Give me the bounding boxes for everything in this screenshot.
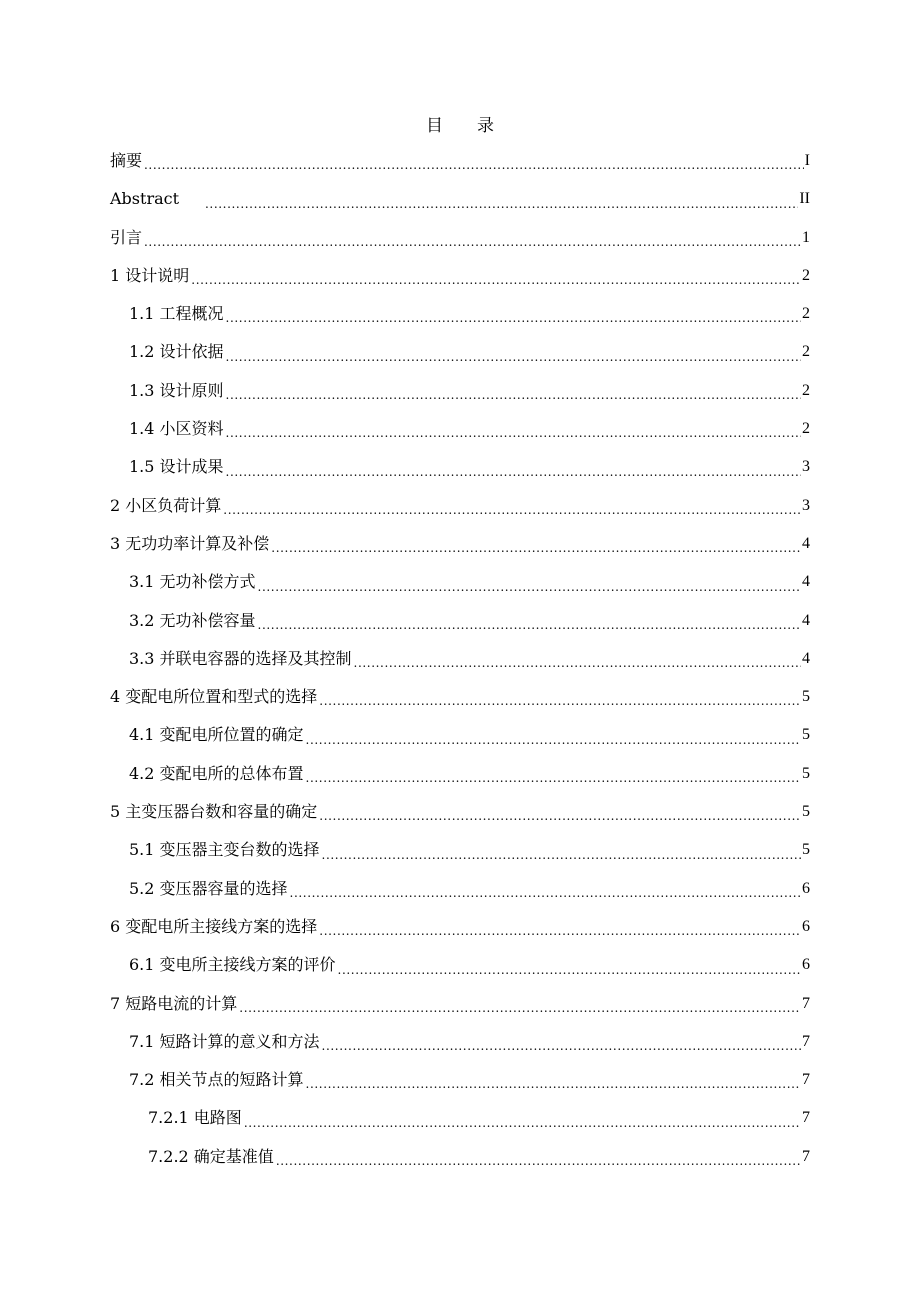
toc-entry[interactable]	[110, 640, 810, 678]
toc-entry-label: 7.2.2 确定基准值	[148, 1146, 274, 1166]
toc-entry-label: 1.5 设计成果	[129, 457, 224, 477]
toc-entry[interactable]	[110, 525, 810, 563]
toc-entry[interactable]	[110, 870, 810, 908]
toc-entry-page-number: I	[804, 152, 810, 169]
toc-entry[interactable]	[110, 1061, 810, 1099]
toc-leader-dots	[226, 342, 801, 372]
toc-entry-page-number: 1	[802, 228, 810, 246]
toc-entry-label: 3 无功功率计算及补偿	[110, 533, 270, 553]
toc-entry[interactable]	[110, 1023, 810, 1061]
toc-entry-page-number: 2	[802, 420, 810, 438]
toc-leader-dots	[239, 993, 801, 1023]
toc-leader-dots	[290, 878, 801, 908]
toc-leader-dots	[226, 380, 801, 410]
toc-leader-dots	[191, 265, 801, 295]
toc-entry-label: 7 短路电流的计算	[110, 993, 238, 1013]
toc-entry-label: 4.1 变配电所位置的确定	[129, 725, 304, 745]
toc-entry-label: 4.2 变配电所的总体布置	[129, 763, 304, 783]
toc-entry-page-number: 7	[802, 1032, 810, 1050]
toc-entry-page-number: 7	[802, 1147, 810, 1165]
toc-entry-label: 1.1 工程概况	[129, 304, 224, 324]
toc-entry[interactable]	[110, 487, 810, 525]
toc-entry-page-number: 7	[802, 1109, 810, 1127]
toc-entry[interactable]	[110, 716, 810, 754]
toc-entry-page-number: 5	[802, 688, 810, 706]
toc-entry-label: 7.2 相关节点的短路计算	[129, 1070, 304, 1090]
toc-leader-dots	[226, 457, 801, 487]
toc-leader-dots	[258, 610, 801, 640]
toc-leader-dots	[258, 572, 801, 602]
toc-entry[interactable]	[110, 563, 810, 601]
toc-entry-label: 7.1 短路计算的意义和方法	[129, 1031, 320, 1051]
toc-entry-label: 4 变配电所位置和型式的选择	[110, 687, 318, 707]
toc-leader-dots	[226, 418, 801, 448]
toc-entry-page-number: 3	[802, 458, 810, 476]
toc-entry[interactable]	[110, 1099, 810, 1137]
toc-leader-dots	[319, 801, 801, 831]
toc-entry[interactable]	[110, 793, 810, 831]
toc-entry[interactable]	[110, 602, 810, 640]
toc-entry-label: 1.4 小区资料	[129, 419, 224, 439]
toc-leader-dots	[319, 686, 801, 716]
toc-leader-dots	[205, 189, 798, 219]
toc-entry-page-number: 4	[802, 649, 810, 667]
toc-entry-label: 3.2 无功补偿容量	[129, 610, 256, 630]
toc-entry[interactable]	[110, 142, 810, 180]
toc-entry[interactable]	[110, 755, 810, 793]
toc-entry[interactable]	[110, 831, 810, 869]
toc-entry-page-number: 6	[802, 917, 810, 935]
toc-entry[interactable]	[110, 333, 810, 371]
toc-entry-page-number: 3	[802, 496, 810, 514]
toc-entry-page-number: 5	[802, 803, 810, 821]
toc-leader-dots	[226, 303, 801, 333]
toc-entry-label: 6.1 变电所主接线方案的评价	[129, 955, 336, 975]
toc-leader-dots	[322, 840, 801, 870]
toc-entry-page-number: 6	[802, 879, 810, 897]
toc-entry-label: 5 主变压器台数和容量的确定	[110, 802, 318, 822]
toc-entry-label: 2 小区负荷计算	[110, 495, 222, 515]
toc-leader-dots	[223, 495, 801, 525]
toc-leader-dots	[354, 648, 801, 678]
toc-entry-label: 1.3 设计原则	[129, 380, 224, 400]
toc-leader-dots	[322, 1031, 801, 1061]
toc-entry-page-number: 4	[802, 534, 810, 552]
toc-title-part-1: 目	[426, 116, 443, 136]
toc-entry-page-number: 5	[802, 841, 810, 859]
toc-entry-page-number: 7	[802, 1071, 810, 1089]
toc-leader-dots	[276, 1146, 801, 1176]
toc-entry-label: 3.3 并联电容器的选择及其控制	[129, 648, 352, 668]
toc-entry-label: 5.1 变压器主变台数的选择	[129, 840, 320, 860]
toc-entry-page-number: 2	[802, 266, 810, 284]
toc-title-part-2: 录	[477, 116, 494, 136]
toc-entry[interactable]	[110, 372, 810, 410]
toc-entry-page-number: 5	[802, 764, 810, 782]
toc-leader-dots	[306, 1069, 801, 1099]
toc-entry[interactable]	[110, 985, 810, 1023]
toc-entry[interactable]	[110, 410, 810, 448]
toc-entry[interactable]	[110, 295, 810, 333]
toc-entry[interactable]	[110, 1138, 810, 1176]
toc-entry-page-number: 7	[802, 994, 810, 1012]
toc-entry-label: 1.2 设计依据	[129, 342, 224, 362]
toc-leader-dots	[306, 725, 801, 755]
toc-leader-dots	[319, 916, 801, 946]
toc-entry-page-number: 6	[802, 956, 810, 974]
toc-entry[interactable]	[110, 448, 810, 486]
toc-entry-label: 3.1 无功补偿方式	[129, 572, 256, 592]
toc-entry-label: 引言	[110, 227, 143, 247]
toc-entry-page-number: 5	[802, 726, 810, 744]
toc-entry-label: 5.2 变压器容量的选择	[129, 878, 288, 898]
toc-entry-page-number: 2	[802, 343, 810, 361]
toc-entry[interactable]	[110, 946, 810, 984]
toc-leader-dots	[144, 150, 804, 180]
toc-entry[interactable]	[110, 908, 810, 946]
toc-entry-label: Abstract	[110, 189, 180, 209]
toc-leader-dots	[244, 1108, 801, 1138]
toc-entry-label: 7.2.1 电路图	[148, 1108, 242, 1128]
toc-leader-dots	[271, 533, 801, 563]
toc-entry-label: 摘要	[110, 151, 143, 170]
toc-entry-page-number: II	[799, 190, 810, 208]
toc-entry[interactable]	[110, 180, 810, 218]
toc-entry[interactable]	[110, 257, 810, 295]
toc-entry[interactable]	[110, 678, 810, 716]
toc-leader-dots	[306, 763, 801, 793]
toc-entry-page-number: 4	[802, 573, 810, 591]
toc-entry-label: 6 变配电所主接线方案的选择	[110, 916, 318, 936]
toc-leader-dots	[144, 227, 801, 257]
toc-entry[interactable]	[110, 219, 810, 257]
toc-entry-page-number: 2	[802, 305, 810, 323]
toc-entry-page-number: 4	[802, 611, 810, 629]
toc-list	[110, 142, 810, 1176]
toc-leader-dots	[338, 955, 801, 985]
toc-entry-label: 1 设计说明	[110, 265, 190, 285]
toc-title	[0, 112, 920, 140]
toc-entry-page-number: 2	[802, 381, 810, 399]
